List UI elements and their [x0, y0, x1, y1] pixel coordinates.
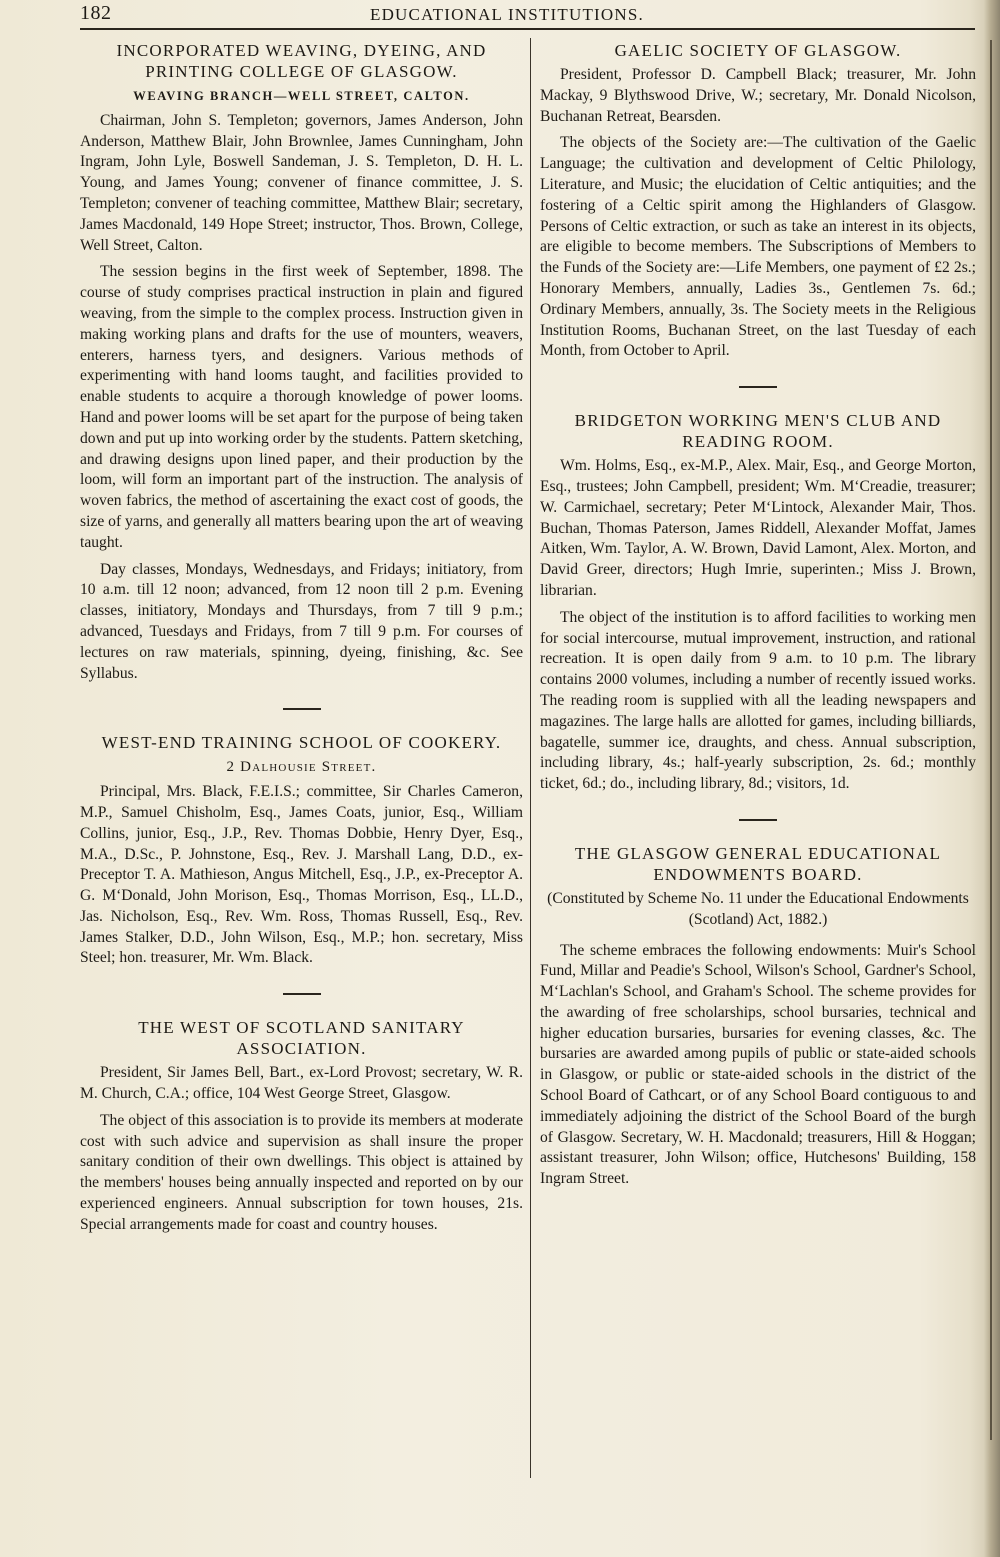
bridgeton-club-section: [540, 410, 976, 795]
sanitary-association-section: [80, 1017, 523, 1235]
running-head: EDUCATIONAL INSTITUTIONS.: [370, 5, 644, 24]
gaelic-society-section: [540, 40, 976, 362]
weaving-college-section: [80, 40, 523, 684]
right-column: [540, 40, 976, 1196]
page-number: 182: [80, 2, 112, 24]
section-rule: [283, 708, 321, 710]
weaving-college-title: INCORPORATED WEAVING, DYEING, AND PRINTING COLLEGE OF GLASGOW.: [116, 41, 487, 81]
cookery-school-officers: Principal, Mrs. Black, F.E.I.S.; committee, Sir Charles Cameron, M.P., Samuel Chisholm, Esq., James Coats, junior, Esq., William Collins, junior, Esq., J.P., Rev. Thomas Dobbie, Henry Dyer, Esq., M.A., D.Sc., P. Johnstone, Esq., Rev. J. Marshall Lang, D.D., ex-Preceptor T. A. Mathieson, Angus Mitchell, Esq., J.P., ex-Preceptor A. G. M‘Donald, John Morison, Esq., Thomas Morrison, Esq., LL.D., Jas. Nicholson, Esq., Rev. Wm. Ross, Thomas Russell, Esq., Rev. James Stalker, D.D., John Wilson, Esq., M.P.; hon. secretary, Miss Steel; hon. treasurer, Mr. Wm. Black.: [80, 783, 523, 967]
bridgeton-club-officers: Wm. Holms, Esq., ex-M.P., Alex. Mair, Esq., and George Morton, Esq., trustees; John Campbell, president; Wm. M‘Creadie, treasurer; W. Carmichael, secretary; Peter M‘Lintock, Alexander Mair, Thos. Buchan, Thomas Paterson, James Riddell, Alexander Moffat, James Aitken, Wm. Taylor, A. W. Brown, David Lamont, Alex. Morton, and David Greer, directors; Hugh Imrie, superinten.; Miss J. Brown, librarian.: [540, 457, 976, 599]
section-rule: [283, 993, 321, 995]
left-column: [80, 40, 523, 1242]
weaving-college-subtitle: WEAVING BRANCH—WELL STREET, CALTON.: [133, 89, 470, 103]
sanitary-association-object: The object of this association is to provide its members at moderate cost with such advice and supervision as shall insure the proper sanitary condition of their own dwellings. This object is attained by the members' houses being annually inspected and reported on by our experienced engineers. Annual subscription for town houses, 21s. Special arrangements made for coast and country houses.: [80, 1111, 523, 1233]
weaving-college-officers: Chairman, John S. Templeton; governors, James Anderson, John Anderson, Matthew Blair, John Brownlee, James Cunningham, John Ingram, John Lyle, Boswell Sandeman, J. S. Templeton, D. H. L. Young, and James Young; convener of finance committee, J. S. Templeton; convener of teaching committee, Matthew Blair; secretary, James Macdonald, 149 Hope Street; instructor, Thos. Brown, College, Well Street, Calton.: [80, 111, 523, 254]
bridgeton-club-object: The object of the institution is to afford facilities to working men for social intercourse, mutual improvement, instruction, and rational recreation. It is open daily from 9 a.m. to 10 p.m. The library contains 2000 volumes, including a number of recently issued works. The reading room is supplied with all the leading newspapers and magazines. The large halls are allotted for games, including billiards, bagatelle, summer ice, draughts, and chess. Annual subscription, including library, 4s.; half-yearly subscription, 2s. 6d.; monthly ticket, 6d.; do., including library, 8d.; visitors, 1d.: [540, 608, 976, 793]
sanitary-association-officers: President, Sir James Bell, Bart., ex-Lord Provost; secretary, W. R. M. Church, C.A.; office, 104 West George Street, Glasgow.: [80, 1064, 523, 1103]
endowments-board-title: THE GLASGOW GENERAL EDUCATIONAL ENDOWMENTS BOARD.: [574, 843, 942, 884]
gaelic-society-title: GAELIC SOCIETY OF GLASGOW.: [614, 41, 902, 60]
endowments-board-section: [540, 843, 976, 1190]
gaelic-society-officers: President, Professor D. Campbell Black; treasurer, Mr. John Mackay, 9 Blythswood Drive, W.; secretary, Mr. Donald Nicolson, Buchanan Retreat, Bearsden.: [540, 66, 976, 125]
column-divider: [530, 38, 531, 1478]
endowments-board-scheme: The scheme embraces the following endowments: Muir's School Fund, Millar and Peadie's School, Wilson's School, Gardner's School, M‘Lachlan's School, and Graham's School. The scheme provides for the awarding of free scholarships, school bursaries, technical and higher education bursaries, bursaries for evening classes, &c. The bursaries are awarded among pupils of public or state-aided schools in Glasgow, or public or state-aided schools in the district of the School Board of Cathcart, or of any School Board contiguous to and immediately adjoining the district of the School Board of the burgh of Glasgow. Secretary, W. H. Macdonald; treasurers, Hill & Hoggan; assistant treasurer, John Wilson; office, Hutchesons' Building, 158 Ingram Street.: [540, 941, 976, 1188]
cookery-school-title: WEST-END TRAINING SCHOOL OF COOKERY.: [101, 733, 502, 753]
page-edge-shadow: [984, 0, 1000, 1557]
weaving-college-session: The session begins in the first week of September, 1898. The course of study comprises practical instruction in plain and figured weaving, from the simple to the complex process. Instruction given in making working plans and drafts for the use of mounters, weavers, enterers, harness tyers, and designers. Various methods of experimenting with hand looms taught, and facilities provided to enable students to acquire a thorough knowledge of power looms. Hand and power looms will be set apart for the purpose of being taken down and put up into working order by the students. Pattern sketching, and drawing designs upon lined paper, and their production by the loom, will form an important part of the instruction. The analysis of woven fabrics, the method of ascertaining the exact cost of goods, the size of yarns, and generally all matters bearing upon the art of weaving taught.: [80, 263, 523, 551]
section-rule: [739, 386, 777, 388]
bridgeton-club-title: BRIDGETON WORKING MEN'S CLUB AND READING ROOM.: [574, 411, 942, 452]
page-header: [80, 2, 975, 30]
gaelic-society-objects: The objects of the Society are:—The cultivation of the Gaelic Language; the cultivation and development of Celtic Philology, Literature, and Music; the elucidation of Celtic antiquities; and the fostering of a Celtic spirit among the Highlanders of Glasgow. Persons of Celtic extraction, or such as take an interest in its objects, are eligible to become members. The Subscriptions of Members to the Funds of the Society are:—Life Members, one payment of £2 2s.; Honorary Members, annually, Ladies 3s., Gentlemen 7s. 6d.; Ordinary Members, annually, 3s. The Society meets in the Religious Institution Rooms, Buchanan Street, on the last Tuesday of each Month, from October to April.: [540, 134, 976, 360]
endowments-board-constitution: (Constituted by Scheme No. 11 under the Educational Endowments (Scotland) Act, 1882.): [547, 889, 969, 928]
sanitary-association-title: THE WEST OF SCOTLAND SANITARY ASSOCIATION.: [138, 1018, 465, 1059]
page-binding-line: [990, 40, 992, 1440]
section-rule: [739, 819, 777, 821]
cookery-school-section: [80, 732, 523, 969]
weaving-college-classes: Day classes, Mondays, Wednesdays, and Fridays; initiatory, from 10 a.m. till 12 noon; advanced, from 12 noon till 2 p.m. Evening classes, initiatory, Mondays and Thursdays, from 7 till 9 p.m.; advanced, Tuesdays and Fridays, from 7 till 9 p.m. For courses of lectures on raw materials, spinning, dyeing, finishing, &c. See Syllabus.: [80, 560, 523, 682]
cookery-school-address: 2 Dalhousie Street.: [226, 759, 377, 776]
